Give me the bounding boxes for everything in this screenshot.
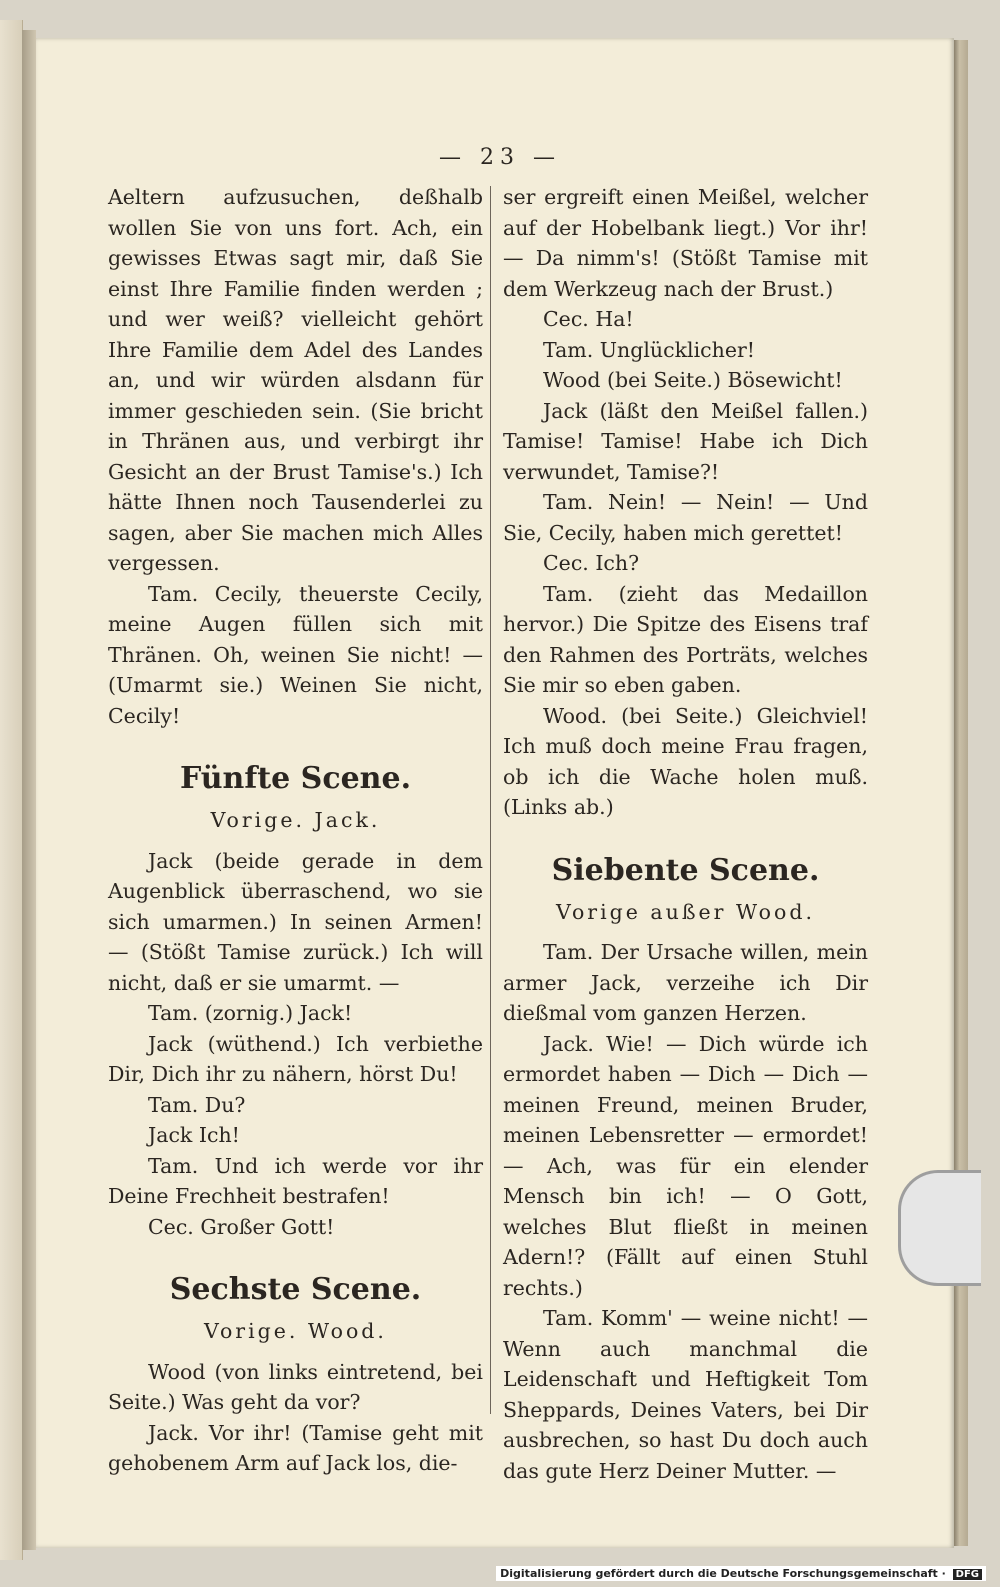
right-paragraph: Tam. Nein! — Nein! — Und Sie, Cecily, haben mich gerettet! bbox=[503, 490, 868, 545]
left-paragraph: Tam. Und ich werde vor ihr Deine Frechheit bestrafen! bbox=[108, 1153, 483, 1208]
dfg-logo: DFG bbox=[953, 1569, 982, 1580]
left-paragraph: Jack (beide gerade in dem Augenblick überraschend, wo sie sich umarmen.) In seinen Armen! — (Stößt Tamise zurück.) Ich will nicht, daß er sie umarmt. — bbox=[108, 848, 483, 995]
right-paragraph: Jack. Wie! — Dich würde ich ermordet haben — Dich — Dich — meinen Freund, meinen Bruder, meinen Lebensretter — ermordet! — Ach, was für ein elender Mensch bin ich! — O Gott, welches Blut fließt in meinen Adern!? (Fällt auf einen Stuhl rechts.) bbox=[503, 1031, 868, 1300]
right-paragraph: Tam. (zieht das Medaillon hervor.) Die Spitze des Eisens traf den Rahmen des Porträts, welches Sie mir so eben gaben. bbox=[503, 581, 868, 697]
right-paragraph: Cec. Ich? bbox=[543, 551, 640, 575]
scene-heading: Sechste Scene. bbox=[169, 1272, 422, 1307]
scene-heading: Fünfte Scene. bbox=[179, 761, 412, 796]
right-paragraph: ser ergreift einen Meißel, welcher auf der Hobelbank liegt.) Vor ihr! — Da nimm's! (Stößt Tamise mit dem Werkzeug nach der Brust.) bbox=[503, 185, 868, 301]
page-clip bbox=[898, 1170, 981, 1286]
credit-text: Digitalisierung gefördert durch die Deutsche Forschungsgemeinschaft · bbox=[500, 1567, 946, 1580]
previous-page-edge bbox=[0, 20, 23, 1560]
right-paragraph: Tam. Der Ursache willen, mein armer Jack, verzeihe ich Dir dießmal vom ganzen Herzen. bbox=[503, 940, 868, 1025]
digitization-credit bbox=[496, 1566, 986, 1581]
left-paragraph: Tam. (zornig.) Jack! bbox=[148, 1001, 353, 1025]
left-paragraph: Tam. Cecily, theuerste Cecily, meine Augen füllen sich mit Thränen. Oh, weinen Sie nicht! — (Umarmt sie.) Weinen Sie nicht, Cecily! bbox=[108, 581, 483, 728]
left-paragraph: Wood (von links eintretend, bei Seite.) Was geht da vor? bbox=[108, 1359, 483, 1414]
left-paragraph: Jack. Vor ihr! (Tamise geht mit gehobenem Arm auf Jack los, die- bbox=[108, 1420, 483, 1475]
page-stack-edge bbox=[954, 40, 968, 1546]
scene-cast: Vorige. Wood. bbox=[204, 1319, 387, 1343]
right-paragraph: Wood. (bei Seite.) Gleichviel! Ich muß doch meine Frau fragen, ob ich die Wache holen muß. (Links ab.) bbox=[503, 703, 868, 819]
right-paragraph: Cec. Ha! bbox=[543, 307, 634, 331]
right-paragraph: Tam. Unglücklicher! bbox=[543, 337, 756, 362]
left-paragraph: Tam. Du? bbox=[148, 1092, 246, 1117]
right-column bbox=[503, 182, 868, 1486]
left-column bbox=[108, 182, 483, 1479]
left-paragraph: Jack Ich! bbox=[148, 1123, 240, 1147]
right-paragraph: Jack (läßt den Meißel fallen.) Tamise! Tamise! Habe ich Dich verwundet, Tamise?! bbox=[503, 398, 868, 484]
scene-cast: Vorige außer Wood. bbox=[556, 899, 815, 924]
page-number: — 23 — bbox=[439, 145, 561, 170]
left-paragraph: Jack (wüthend.) Ich verbiethe Dir, Dich ihr zu nähern, hörst Du! bbox=[108, 1031, 483, 1086]
left-paragraph: Cec. Großer Gott! bbox=[148, 1214, 335, 1239]
book-gutter bbox=[22, 30, 36, 1550]
scene-cast: Vorige. Jack. bbox=[210, 808, 381, 832]
left-paragraph: Aeltern aufzusuchen, deßhalb wollen Sie von uns fort. Ach, ein gewisses Etwas sagt mir, daß Sie einst Ihre Familie finden werden ; und wer weiß? vielleicht gehört Ihre Familie dem Adel des Landes an, und wir würden alsdann für immer geschieden sein. (Sie bricht in Thränen aus, und verbirgt ihr Gesicht an der Brust Tamise's.) Ich hätte Ihnen noch Tausenderlei zu sagen, aber Sie machen mich Alles vergessen. bbox=[108, 185, 483, 575]
right-paragraph: Wood (bei Seite.) Bösewicht! bbox=[543, 368, 843, 392]
right-paragraph: Tam. Komm' — weine nicht! — Wenn auch manchmal die Leidenschaft und Heftigkeit Tom Sheppards, Deines Vaters, bei Dir ausbrechen, so hast Du doch auch das gute Herz Deiner Mutter. — bbox=[503, 1306, 868, 1483]
scene-heading: Siebente Scene. bbox=[551, 852, 820, 888]
column-divider bbox=[490, 186, 491, 1414]
